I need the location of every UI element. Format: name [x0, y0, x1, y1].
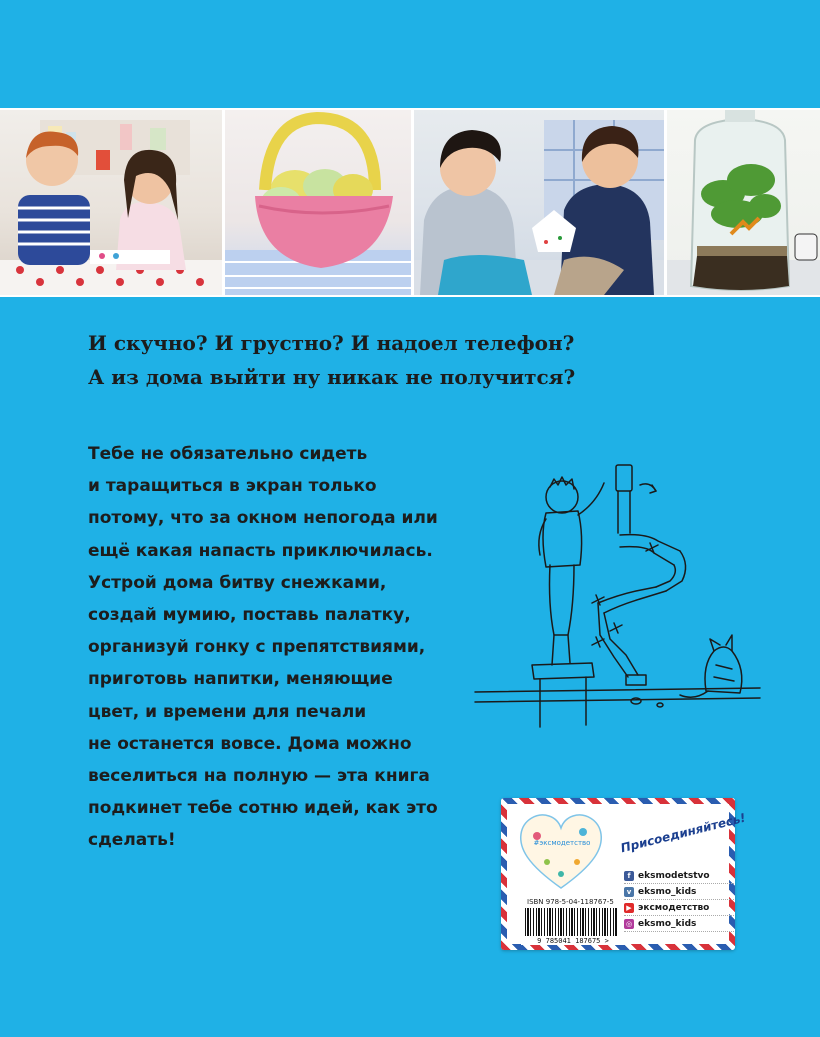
photo-paper-mache-basket: [222, 110, 411, 295]
description-line: приготовь напитки, меняющие: [88, 669, 393, 690]
photo-boys-with-paper-house: [411, 110, 664, 295]
social-links: [624, 868, 734, 932]
promo-card-inner: [507, 804, 748, 945]
join-label: Присоединяйтесь!: [619, 810, 748, 856]
facebook-icon: f: [624, 871, 634, 881]
photo-strip: [0, 108, 820, 297]
description-line: Устрой дома битву снежками,: [88, 572, 387, 593]
description-line: веселиться на полную — эта книга: [88, 766, 430, 787]
description-line: создай мумию, поставь палатку,: [88, 605, 411, 626]
social-link-instagram[interactable]: [624, 916, 734, 932]
description-line: сделать!: [88, 830, 176, 851]
social-link-facebook[interactable]: [624, 868, 734, 884]
instagram-icon: ◎: [625, 919, 633, 928]
social-label: эксмодетство: [638, 902, 710, 913]
social-link-youtube[interactable]: [624, 900, 734, 916]
photo-children-drawing: [0, 110, 222, 295]
publisher-promo-card: [501, 798, 748, 950]
description: [88, 438, 508, 857]
social-label: eksmo_kids: [638, 918, 697, 929]
social-label: eksmodetstvo: [638, 870, 710, 881]
description-line: Тебе не обязательно сидеть: [88, 444, 368, 464]
youtube-icon: ▶: [624, 903, 634, 913]
social-link-vk[interactable]: [624, 884, 734, 900]
heading-line: А из дома выйти ну никак не получится?: [88, 365, 576, 389]
heading: [88, 326, 788, 394]
description-line: организуй гонку с препятствиями,: [88, 637, 426, 658]
description-line: потому, что за окном непогода или: [88, 508, 438, 529]
description-line: цвет, и времени для печали: [88, 701, 367, 722]
barcode-number: 9 785041 187675 >: [521, 937, 625, 945]
boy-and-cat-illustration: [470, 455, 770, 735]
description-line: подкинет тебе сотню идей, как это: [88, 798, 438, 819]
description-line: не останется вовсе. Дома можно: [88, 733, 412, 754]
description-line: и таращиться в экран только: [88, 476, 377, 497]
heart-icon: [517, 810, 605, 892]
heading-line: И скучно? И грустно? И надоел телефон?: [88, 331, 575, 355]
vk-icon: v: [624, 887, 634, 897]
barcode: [525, 908, 617, 936]
isbn: ISBN 978-5-04-118767-5: [527, 898, 614, 906]
social-label: eksmo_kids: [638, 886, 697, 897]
hashtag-label: #эксмодетство: [533, 839, 591, 847]
photo-bottle-terrarium: [664, 110, 820, 295]
description-line: ещё какая напасть приключилась.: [88, 540, 433, 561]
